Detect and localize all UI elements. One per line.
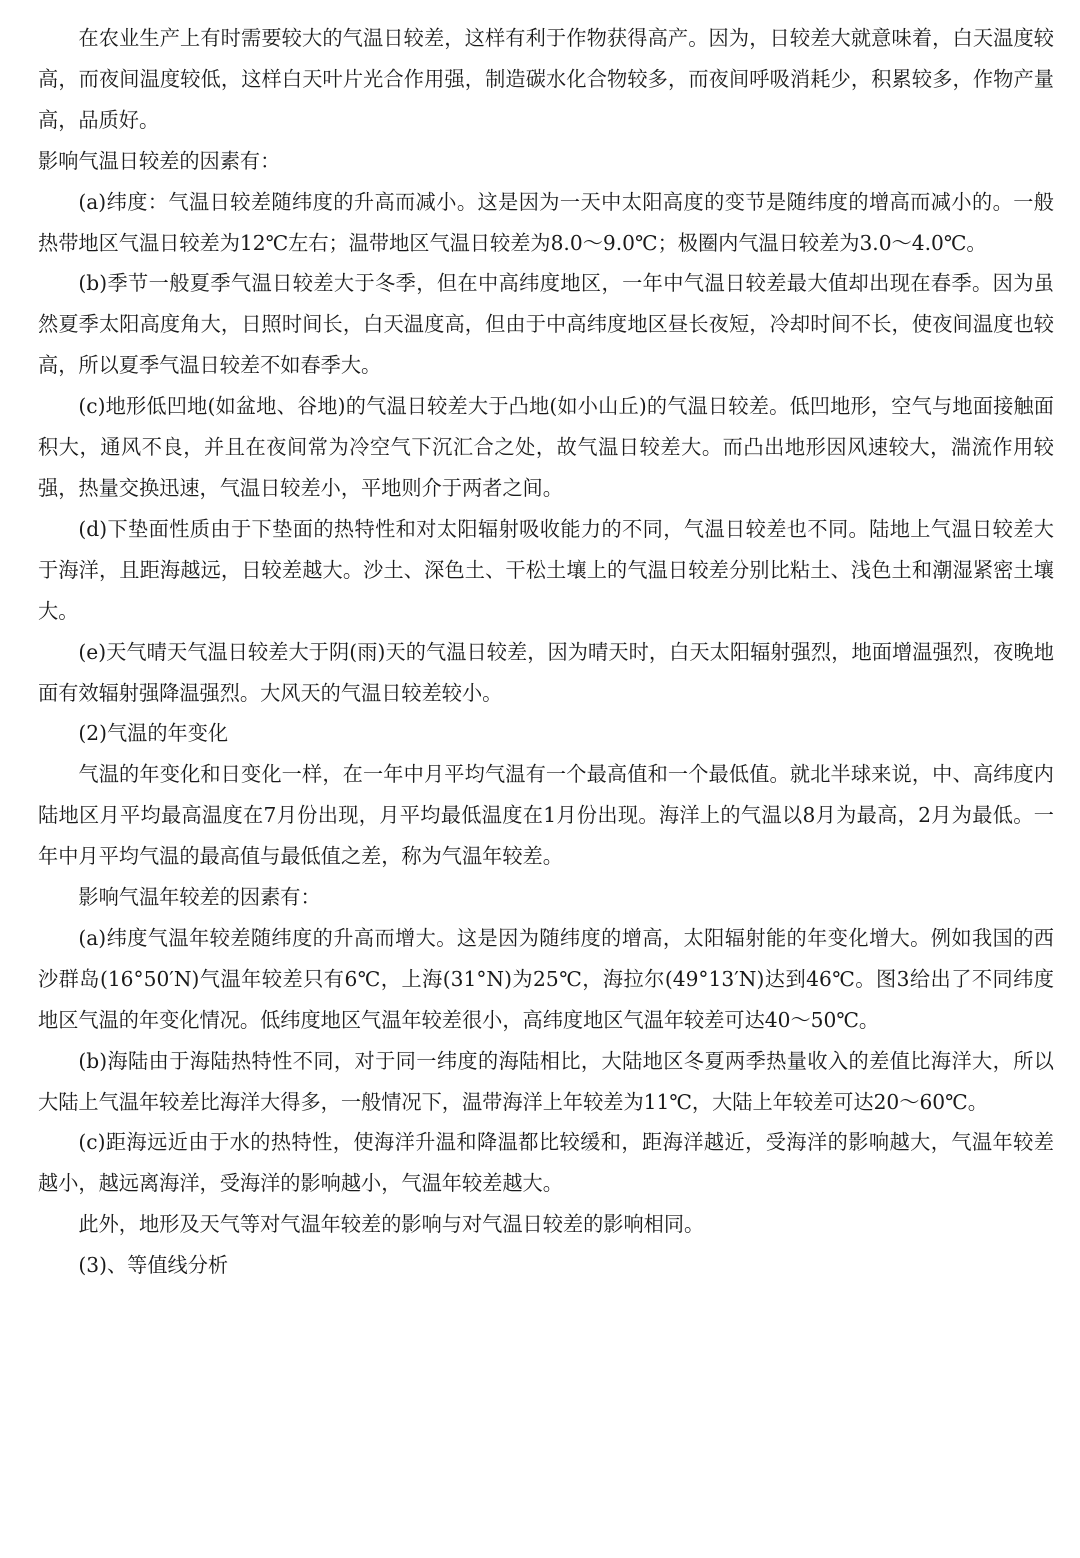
heading-daily-range-factors: 影响气温日较差的因素有： (38, 148, 281, 173)
paragraph-intro: 在农业生产上有时需要较大的气温日较差，这样有利于作物获得高产。因为，日较差大就意味着，白天温度较高，而夜间温度较低，这样白天叶片光合作用强，制造碳水化合物较多，而夜间呼吸消耗少，积累较多，作物产量高，品质好。 (38, 26, 1054, 132)
paragraph-daily-surface: (d)下垫面性质由于下垫面的热特性和对太阳辐射吸收能力的不同，气温日较差也不同。陆地上气温日较差大于海洋，且距海越远，日较差越大。沙土、深色土、干松土壤上的气温日较差分别比粘土、浅色土和潮湿紧密土壤大。 (38, 516, 1054, 623)
paragraph-daily-terrain: (c)地形低凹地(如盆地、谷地)的气温日较差大于凸地(如小山丘)的气温日较差。低凹地形，空气与地面接触面积大，通风不良，并且在夜间常为冷空气下沉汇合之处，故气温日较差大。而凸出地形因风速较大，湍流作用较强，热量交换迅速，气温日较差小，平地则介于两者之间。 (38, 394, 1054, 500)
paragraph-annual-other: 此外，地形及天气等对气温年较差的影响与对气温日较差的影响相同。 (78, 1212, 705, 1237)
paragraph-daily-season: (b)季节一般夏季气温日较差大于冬季，但在中高纬度地区，一年中气温日较差最大值却出现在春季。因为虽然夏季太阳高度角大，日照时间长，白天温度高，但由于中高纬度地区昼长夜短，冷却时间不长，使夜间温度也较高，所以夏季气温日较差不如春季大。 (38, 271, 1054, 378)
paragraph-annual-land-sea: (b)海陆由于海陆热特性不同，对于同一纬度的海陆相比，大陆地区冬夏两季热量收入的差值比海洋大，所以大陆上气温年较差比海洋大得多，一般情况下，温带海洋上年较差为11℃，大陆上年较差可达20～60℃。 (38, 1048, 1054, 1114)
paragraph-daily-weather: (e)天气晴天气温日较差大于阴(雨)天的气温日较差，因为晴天时，白天太阳辐射强烈，地面增温强烈，夜晚地面有效辐射强降温强烈。大风天的气温日较差较小。 (38, 639, 1054, 705)
paragraph-annual-latitude: (a)纬度气温年较差随纬度的升高而增大。这是因为随纬度的增高，太阳辐射能的年变化增大。例如我国的西沙群岛(16°50′N)气温年较差只有6℃，上海(31°N)为25℃，海拉尔(49°13′N)达到46℃。图3给出了不同纬度地区气温的年变化情况。低纬度地区气温年较差很小，高纬度地区气温年较差可达40～50℃。 (38, 925, 1054, 1032)
paragraph-annual-variation: 气温的年变化和日变化一样，在一年中月平均气温有一个最高值和一个最低值。就北半球来说，中、高纬度内陆地区月平均最高温度在7月份出现，月平均最低温度在1月份出现。海洋上的气温以8月为最高，2月为最低。一年中月平均气温的最高值与最低值之差，称为气温年较差。 (38, 762, 1054, 869)
paragraph-annual-distance-to-sea: (c)距海远近由于水的热特性，使海洋升温和降温都比较缓和，距海洋越近，受海洋的影响越大，气温年较差越小，越远离海洋，受海洋的影响越小，气温年较差越大。 (38, 1130, 1054, 1196)
paragraph-daily-latitude: (a)纬度：气温日较差随纬度的升高而减小。这是因为一天中太阳高度的变节是随纬度的增高而减小的。一般热带地区气温日较差为12℃左右；温带地区气温日较差为8.0～9.0℃；极圈内气温日较差为3.0～4.0℃。 (38, 189, 1054, 255)
document-body (38, 18, 1054, 1286)
heading-annual-variation: (2)气温的年变化 (78, 721, 229, 746)
heading-isoline-analysis: (3)、等值线分析 (78, 1253, 229, 1278)
heading-annual-range-factors: 影响气温年较差的因素有： (78, 885, 321, 910)
